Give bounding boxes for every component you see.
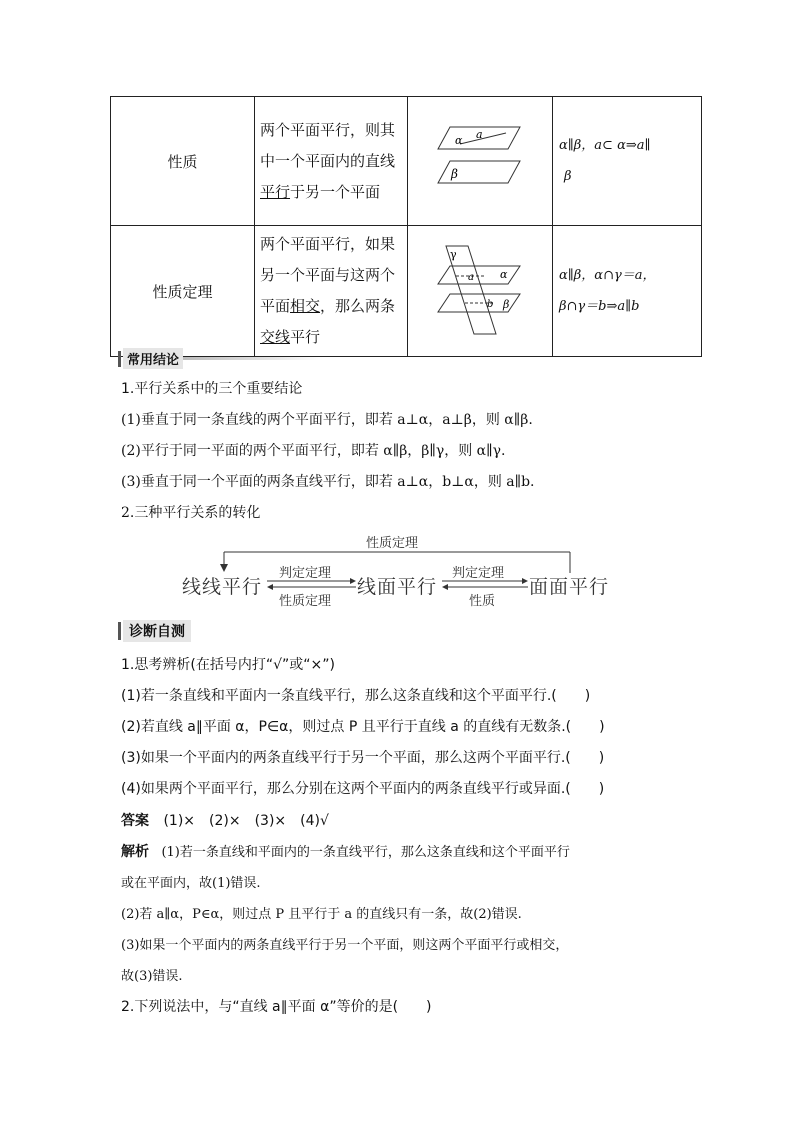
section-header-conclusions: 常用结论	[118, 348, 323, 369]
question-2: 2.下列说法中，与“直线 a∥平面 α”等价的是( )	[121, 999, 432, 1015]
analysis-line: (3)如果一个平面内的两条直线平行于另一个平面，则这两个平面平行或相交，	[121, 938, 569, 953]
gamma-label: γ	[450, 248, 457, 261]
row-symbols: α∥β，a⊂ α⇒a∥ β	[553, 97, 702, 226]
row-name: 性质定理	[111, 226, 255, 357]
arrow1-bottom-label: 性质定理	[279, 594, 332, 609]
intersecting-plane-diagram	[408, 226, 552, 352]
exercise-item: (4)如果两个平面平行，那么分别在这两个平面内的两条直线平行或异面.( )	[121, 781, 605, 797]
conclusion-item: (3)垂直于同一个平面的两条直线平行，即若 a⊥α，b⊥α，则 a∥b.	[121, 474, 535, 490]
analysis-label: 解析	[121, 844, 149, 860]
row-symbols: α∥β，α∩γ＝a， β∩γ＝b⇒a∥b	[553, 226, 702, 357]
arrow2-top-label: 判定定理	[452, 566, 505, 581]
section-header-self-test: 诊断自测	[118, 620, 191, 642]
arrow1-top-label: 判定定理	[279, 566, 332, 581]
row-diagram	[408, 97, 553, 226]
conclusion-heading: 1.平行关系中的三个重要结论	[121, 381, 303, 397]
row-name: 性质	[111, 97, 255, 226]
bracket-label: 性质定理	[366, 536, 419, 551]
table-row	[111, 97, 702, 226]
conversion-diagram	[180, 528, 630, 610]
answer-line	[121, 810, 329, 830]
analysis-line: 故(3)错误.	[121, 969, 183, 984]
exercise-item: (2)若直线 a∥平面 α，P∈α，则过点 P 且平行于直线 a 的直线有无数条.( )	[121, 719, 605, 735]
analysis-line: (2)若 a∥α，P∈α，则过点 P 且平行于 a 的直线只有一条，故(2)错误.	[121, 907, 522, 922]
analysis-line: 或在平面内，故(1)错误.	[121, 876, 261, 891]
analysis-line: 解析 (1)若一条直线和平面内的一条直线平行，那么这条直线和这个平面平行	[121, 844, 570, 860]
row-description: 两个平面平行，则其中一个平面内的直线平行于另一个平面	[255, 97, 408, 226]
exercise-item: (1)若一条直线和平面内一条直线平行，那么这条直线和这个平面平行.( )	[121, 688, 591, 704]
answer-text: (1)× (2)× (3)× (4)√	[163, 813, 329, 829]
line-b-label: b	[487, 299, 494, 310]
conclusion-item: (1)垂直于同一条直线的两个平面平行，即若 a⊥α，a⊥β，则 α∥β.	[121, 412, 533, 428]
exercise-heading: 1.思考辨析(在括号内打“√”或“×”)	[121, 657, 335, 673]
properties-table	[110, 96, 702, 357]
alpha-label: α	[500, 268, 508, 281]
conclusion-item: (2)平行于同一平面的两个平面平行，即若 α∥β，β∥γ，则 α∥γ.	[121, 443, 506, 459]
node-line-line: 线线平行	[182, 576, 263, 598]
line-a-label: a	[476, 128, 483, 141]
exercise-item: (3)如果一个平面内的两条直线平行于另一个平面，那么这两个平面平行.( )	[121, 750, 605, 766]
beta-label: β	[451, 167, 458, 181]
answer-label: 答案	[121, 813, 149, 829]
parallel-planes-diagram	[408, 97, 552, 221]
line-a-label: a	[468, 272, 474, 283]
arrow2-bottom-label: 性质	[469, 594, 496, 609]
table-row	[111, 226, 702, 357]
alpha-label: α	[455, 134, 463, 147]
node-plane-plane: 面面平行	[529, 576, 610, 598]
conversion-heading: 2.三种平行关系的转化	[121, 505, 261, 521]
node-line-plane: 线面平行	[357, 576, 438, 598]
row-diagram	[408, 226, 553, 357]
beta-label: β	[503, 298, 510, 311]
row-description: 两个平面平行，如果另一个平面与这两个平面相交，那么两条交线平行	[255, 226, 408, 357]
